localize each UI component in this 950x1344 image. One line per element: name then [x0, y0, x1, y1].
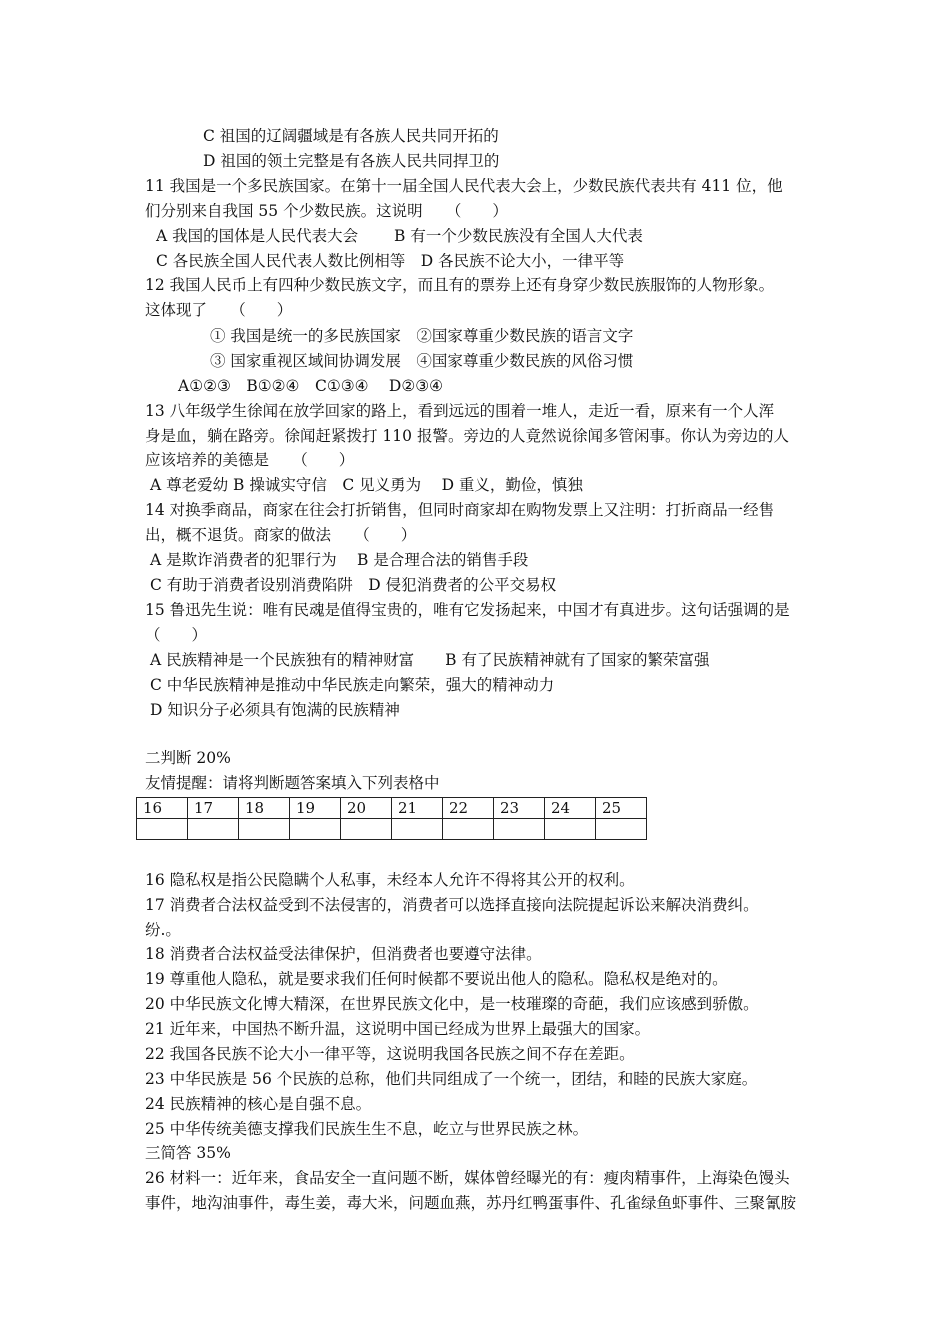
option-text: ① 我国是统一的多民族国家 ②国家尊重少数民族的语言文字	[210, 327, 634, 345]
question-text: 26 材料一：近年来，食品安全一直问题不断，媒体曾经曝光的有：瘦肉精事件，上海染色馒头	[145, 1169, 790, 1187]
table-header-cell: 19	[290, 798, 341, 819]
statement-text: 22 我国各民族不论大小一律平等，这说明我国各民族之间不存在差距。	[145, 1045, 635, 1063]
option-text: C 有助于消费者设别消费陷阱 D 侵犯消费者的公平交易权	[150, 576, 557, 594]
option-text: A 是欺诈消费者的犯罪行为 B 是合理合法的销售手段	[150, 551, 529, 569]
option-text: D 祖国的领土完整是有各族人民共同捍卫的	[203, 152, 500, 170]
table-header-cell: 17	[188, 798, 239, 819]
question-text: 们分别来自我国 55 个少数民族。这说明 （ ）	[145, 202, 508, 220]
statement-text: 19 尊重他人隐私，就是要求我们任何时候都不要说出他人的隐私。隐私权是绝对的。	[145, 970, 728, 988]
question-text: 15 鲁迅先生说：唯有民魂是值得宝贵的，唯有它发扬起来，中国才有真进步。这句话强调的是	[145, 601, 790, 619]
table-header-cell: 24	[545, 798, 596, 819]
question-text: （ ）	[145, 626, 208, 644]
answer-cell[interactable]	[494, 819, 545, 840]
question-text: 11 我国是一个多民族国家。在第十一届全国人民代表大会上，少数民族代表共有 411 位，他	[145, 177, 783, 195]
statement-text: 纷.。	[145, 921, 181, 939]
answer-cell[interactable]	[137, 819, 188, 840]
option-text: ③ 国家重视区域间协调发展 ④国家尊重少数民族的风俗习惯	[210, 352, 634, 370]
answer-cell[interactable]	[596, 819, 647, 840]
option-text: A①②③ B①②④ C①③④ D②③④	[178, 377, 444, 395]
statement-text: 24 民族精神的核心是自强不息。	[145, 1095, 372, 1113]
table-header-cell: 21	[392, 798, 443, 819]
answer-cell[interactable]	[188, 819, 239, 840]
table-header-cell: 18	[239, 798, 290, 819]
answer-table-header-row	[137, 798, 647, 819]
option-text: A 我国的国体是人民代表大会 B 有一个少数民族没有全国人大代表	[156, 227, 643, 245]
answer-table-answer-row	[137, 819, 647, 840]
option-text: C 中华民族精神是推动中华民族走向繁荣，强大的精神动力	[150, 676, 555, 694]
statement-text: 18 消费者合法权益受法律保护，但消费者也要遵守法律。	[145, 945, 542, 963]
answer-cell[interactable]	[545, 819, 596, 840]
question-text: 13 八年级学生徐闻在放学回家的路上，看到远远的围着一堆人，走近一看，原来有一个人浑	[145, 402, 775, 420]
section-title: 二判断 20%	[145, 749, 231, 767]
answer-cell[interactable]	[290, 819, 341, 840]
statement-text: 20 中华民族文化博大精深，在世界民族文化中，是一枝璀璨的奇葩，我们应该感到骄傲。	[145, 995, 759, 1013]
statement-text: 21 近年来，中国热不断升温，这说明中国已经成为世界上最强大的国家。	[145, 1020, 651, 1038]
answer-cell[interactable]	[239, 819, 290, 840]
answer-table	[136, 797, 647, 840]
question-text: 出，概不退货。商家的做法 （ ）	[145, 526, 417, 544]
question-text: 这体现了 （ ）	[145, 301, 293, 319]
reminder-text: 友情提醒：请将判断题答案填入下列表格中	[145, 774, 440, 792]
statement-text: 16 隐私权是指公民隐瞒个人私事，未经本人允许不得将其公开的权利。	[145, 871, 635, 889]
table-header-cell: 16	[137, 798, 188, 819]
statement-text: 25 中华传统美德支撑我们民族生生不息，屹立与世界民族之林。	[145, 1120, 589, 1138]
question-text: 事件，地沟油事件，毒生姜，毒大米，问题血燕，苏丹红鸭蛋事件、孔雀绿鱼虾事件、三聚氰胺	[145, 1194, 797, 1212]
question-text: 14 对换季商品，商家在往会打折销售，但同时商家却在购物发票上又注明：打折商品一经售	[145, 501, 775, 519]
table-header-cell: 22	[443, 798, 494, 819]
option-text: C 祖国的辽阔疆域是有各族人民共同开拓的	[203, 127, 499, 145]
option-text: A 民族精神是一个民族独有的精神财富 B 有了民族精神就有了国家的繁荣富强	[150, 651, 710, 669]
question-text: 应该培养的美德是 （ ）	[145, 451, 355, 469]
statement-text: 17 消费者合法权益受到不法侵害的，消费者可以选择直接向法院提起诉讼来解决消费纠。	[145, 896, 759, 914]
option-text: A 尊老爱幼 B 操诚实守信 C 见义勇为 D 重义，勤俭，慎独	[150, 476, 583, 494]
answer-cell[interactable]	[443, 819, 494, 840]
table-header-cell: 23	[494, 798, 545, 819]
question-text: 身是血，躺在路旁。徐闻赶紧拨打 110 报警。旁边的人竟然说徐闻多管闲事。你认为旁边的人	[145, 427, 789, 445]
answer-cell[interactable]	[392, 819, 443, 840]
section-title: 三简答 35%	[145, 1144, 231, 1162]
answer-cell[interactable]	[341, 819, 392, 840]
table-header-cell: 20	[341, 798, 392, 819]
option-text: C 各民族全国人民代表人数比例相等 D 各民族不论大小，一律平等	[156, 252, 625, 270]
statement-text: 23 中华民族是 56 个民族的总称，他们共同组成了一个统一，团结，和睦的民族大家庭。	[145, 1070, 758, 1088]
option-text: D 知识分子必须具有饱满的民族精神	[150, 701, 400, 719]
question-text: 12 我国人民币上有四种少数民族文字，而且有的票券上还有身穿少数民族服饰的人物形象。	[145, 276, 775, 294]
table-header-cell: 25	[596, 798, 647, 819]
